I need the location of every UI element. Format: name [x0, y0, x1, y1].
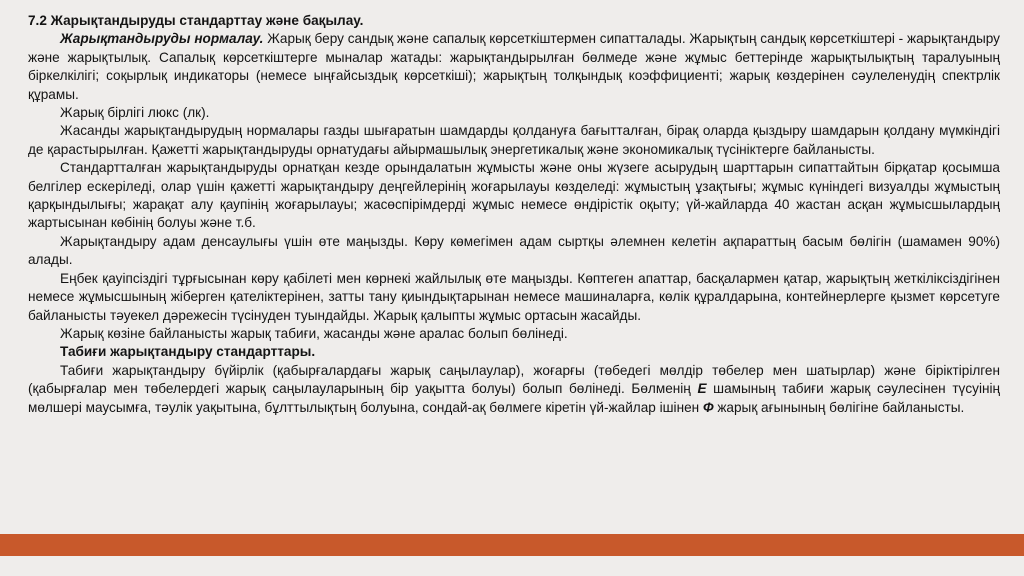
natural-standards-heading: Табиғи жарықтандыру стандарттары. — [60, 344, 316, 360]
paragraph-text: Жарық беру сандық және сапалық көрсеткіштермен сипатталады. Жарықтың сандық көрсеткіштері - жарықтандыру және жарықтылық. Сапалық көрсеткіштерге мыналар жатады: жарықтандырылған бөлмеде және жұмыс беттерінде жарықтылықтың таралуының біркелкілігі; соқырлық индикаторы (немесе ыңғайсыздық көрсеткіші); жарықтың толқындық коэффициенті; жарық көздерінен сәулеленудің спектрлік құрамы. — [28, 31, 1000, 102]
paragraph-artificial: Жасанды жарықтандырудың нормалары газды шығаратын шамдарды қолдануға бағытталған, бірақ оларда қыздыру шамдарын қолдану мүмкіндігі де қарастырылған. Қажетті жарықтандыруды орнатудағы айырмашылық энергетикалық және экономикалық түсініктерге байланысты. — [28, 123, 1000, 157]
paragraph-lead: Жарықтандыруды нормалау. — [60, 31, 264, 47]
slide-body — [28, 12, 1000, 417]
section-heading: 7.2 Жарықтандыруды стандарттау және бақылау. — [28, 13, 364, 28]
paragraph-natural — [28, 362, 1000, 417]
paragraph-features: Стандартталған жарықтандыруды орнатқан кезде орындалатын жұмысты және оны жүзеге асырудың шарттарын сипаттайтын бірқатар қосымша белгілер ескеріледі, олар үшін қажетті жарықтандыру деңгейлерінің жоғарылауы көзделеді: жұмыстың ұзақтығы; жұмыс күніндегі визуалды жұмыстың қарқындылығы; жарақат алу қаупінің жоғарылауы; жасөспірімдерді жұмыс немесе өндірістік оқыту; үй-жайларда 40 жастан асқан жұмысшылардың жартысынан көбінің болуы және т.б. — [28, 160, 1000, 231]
paragraph-lux: Жарық бірлігі люкс (лк). — [60, 105, 210, 121]
paragraph-text: жарық ағынының бөлігіне байланысты. — [713, 399, 965, 415]
paragraph-safety: Еңбек қауіпсіздігі тұрғысынан көру қабілеті мен көрнекі жайлылық өте маңызды. Көптеген апаттар, басқалармен қатар, жарықтың жеткіліксіздігінен немесе жұмысшының жіберген қателіктерінен, затты тану қиындықтарынан немесе машиналарға, көлік құралдарына, контейнерлерге қызмет көрсетуге байланысты тәуекел дәрежесін түсінуден туындайды. Жарық қалыпты жұмыс ортасын жасайды. — [28, 270, 1000, 323]
paragraph-text: Табиғи жарықтандыру бүйірлік (қабырғалардағы жарық саңылаулар), жоғарғы (төбедегі мөлдір төбелер мен шатырлар) және біріктірілген (қабырғалар мен төбелердегі жарық саңылауларының бір уақытта болуы) болып бөлінеді. Бөлменің — [28, 362, 1000, 397]
paragraph-text: шамының табиғи жарық сәулесінен түсуінің мөлшері маусымға, тәулік уақытына, бұлттылықтың болуына, сондай-ақ бөлмеге кіретін үй-жайлар ішінен — [28, 381, 1000, 415]
paragraph-sources: Жарық көзіне байланысты жарық табиғи, жасанды және аралас болып бөлінеді. — [60, 325, 568, 341]
accent-bar — [0, 534, 1024, 556]
symbol-e: E — [697, 381, 707, 397]
symbol-phi: Ф — [702, 399, 714, 415]
paragraph-health: Жарықтандыру адам денсаулығы үшін өте маңызды. Көру көмегімен адам сыртқы әлемнен келетін ақпараттың басым бөлігін (шамамен 90%) алады. — [28, 233, 1000, 268]
paragraph-normalization — [28, 30, 1000, 104]
